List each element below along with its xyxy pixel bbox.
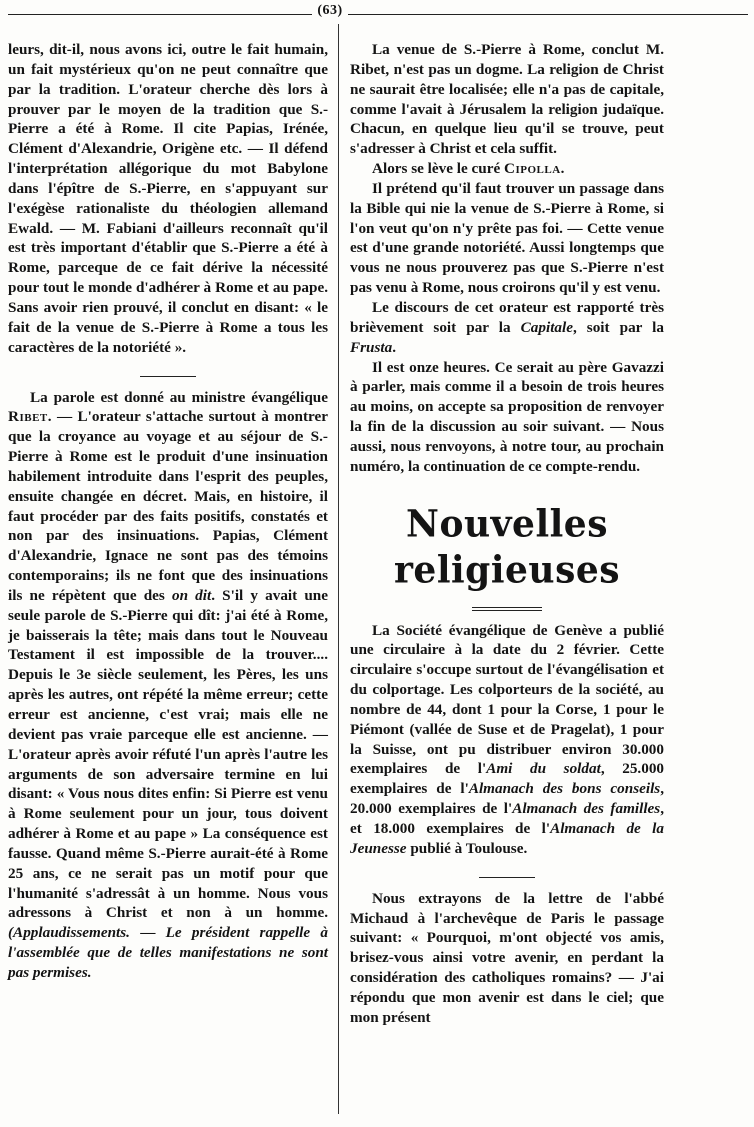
page-number: (63) — [317, 3, 343, 18]
header-rule-right — [348, 14, 748, 15]
paragraph-gavazzi: Il est onze heures. Ce serait au père Gavazzi à parler, mais comme il a besoin de trois heures au moins, on accepte sa proposition de renvoyer la fin de la discussion au soir suivant. — Nous aussi, nous renvoyons, à notre tour, au prochain numéro, la continuation de ce compte-rendu. — [350, 358, 664, 475]
separator-rule — [350, 867, 664, 877]
paragraph-report: Le discours de cet orateur est rapporté très brièvement soit par la Capitale, soit par la Frusta. — [350, 298, 664, 356]
speaker-name: Cipolla — [504, 160, 561, 178]
paragraph-michaud: Nous extrayons de la lettre de l'abbé Michaud à l'archevêque de Paris le passage suivant: « Pourquoi, m'ont objecté vos amis, brisez-vous ainsi votre avenir, en perdant la considération des catholiques romains? — J'ai répondu que mon avenir est dans le ciel; que mon présent — [350, 889, 664, 1026]
paragraph-societe-evangelique: La Société évangélique de Genève a publié une circulaire à la date du 2 février. Cette circulaire s'occupe surtout de l'évangélisation et du colportage. Les colporteurs de la société, au nombre de 44, dont 1 pour la Corse, 1 pour le Piémont (vallée de Suse et de Pragelat), 1 pour la Suisse, ont pu distribuer environ 30.000 exemplaires de l'Ami du soldat, 25.000 exemplaires de l'Almanach des bons conseils, 20.000 exemplaires de l'Almanach des familles, et 18.000 exemplaires de l'Almanach de la Jeunesse publié à Toulouse. — [350, 621, 665, 857]
separator-rule — [8, 366, 328, 376]
paragraph-ribet: La parole est donné au ministre évangélique Ribet. — L'orateur s'attache surtout à montrer que la croyance au voyage et au séjour de S.-Pierre à Rome est le produit d'une insinuation habilement introduite dans l'esprit des peuples, ensuite changée en décret. Mais, en histoire, il faut procéder par des faits positifs, constatés et non par des insinuations. Papias, Clément d'Alexandrie, Ignace ne sont pas des témoins contemporains; ils ne font que des insinuations ils ne répètent que des on dit. S'il y avait une seule parole de S.-Pierre qui dît: j'ai été à Rome, je baisserais la tête; mais dans tout le Nouveau Testament il est impossible de la trouver.... Depuis le 3e siècle seulement, les Pères, les uns après les autres, ont répété la même erreur; cette erreur est ancienne, c'est vrai; mais elle ne devient pas vraie parceque elle est ancienne. — L'orateur après avoir réfuté l'un après l'autre les arguments de son adversaire termine en lui disant: « Vous nous dites enfin: Si Pierre est venu à Rome seulement pour un jour, tous doivent adhérer à Rome et au pape » La conséquence est fausse. Quand même S.-Pierre aurait-été à Rome 25 ans, ce ne serait pas un motif pour que l'humanité s'adressât à un homme. Nous vous adressons à Christ et non à un homme. (Applaudissements. — Le président rappelle à l'assemblée que de telles manifestations ne sont pas permises. — [8, 388, 328, 981]
page-header — [0, 0, 754, 36]
heading-rule — [350, 599, 664, 609]
paragraph-cipolla-intro: Alors se lève le curé Cipolla. — [372, 160, 565, 178]
left-column — [8, 40, 328, 983]
right-column — [350, 40, 664, 1028]
header-rule-left — [8, 14, 312, 15]
paragraph-fabiani: leurs, dit-il, nous avons ici, outre le fait humain, un fait mystérieux qu'on ne peut connaître que par la tradition. L'orateur cherche dès lors à prouver par le moyen de la tradition que S.-Pierre a été à Rome. Il cite Papias, Irénée, Clément d'Alexandrie, Origène etc. — Il défend l'interprétation allégorique du mot Babylone dans l'épître de S.-Pierre, en s'appuyant sur l'exégèse rationaliste du théologien allemand Ewald. — M. Fabiani d'ailleurs reconnaît qu'il est très important d'établir que S.-Pierre a été à Rome, parceque de ce fait dérive la nécessité pour tout le monde d'adhérer à Rome et au pape. Sans avoir rien prouvé, il conclut en disant: « le fait de la venue de S.-Pierre à Rome a tous les caractères de la notoriété ». — [8, 41, 328, 356]
paragraph-conclusion: La venue de S.-Pierre à Rome, conclut M. Ribet, n'est pas un dogme. La religion de Christ ne saurait être localisée; elle n'a pas de capitale, comme l'avait à Jérusalem la religion judaïque. Chacun, en quelque lieu qu'il se trouve, peut s'adresser à Christ et cela suffit. — [350, 41, 664, 158]
column-divider — [338, 24, 339, 1114]
section-heading: Nouvelles religieuses — [393, 501, 621, 592]
speaker-name: Ribet — [8, 408, 48, 426]
paragraph-cipolla: Il prétend qu'il faut trouver un passage dans la Bible qui nie la venue de S.-Pierre à Rome, si l'on veut qu'on n'y prête pas foi. — Cette venue est d'une grande notoriété. Aussi longtemps que vous ne nous prouverez pas que S.-Pierre n'est pas venu à Rome, nous croirons qu'il y est venu. — [350, 179, 664, 297]
